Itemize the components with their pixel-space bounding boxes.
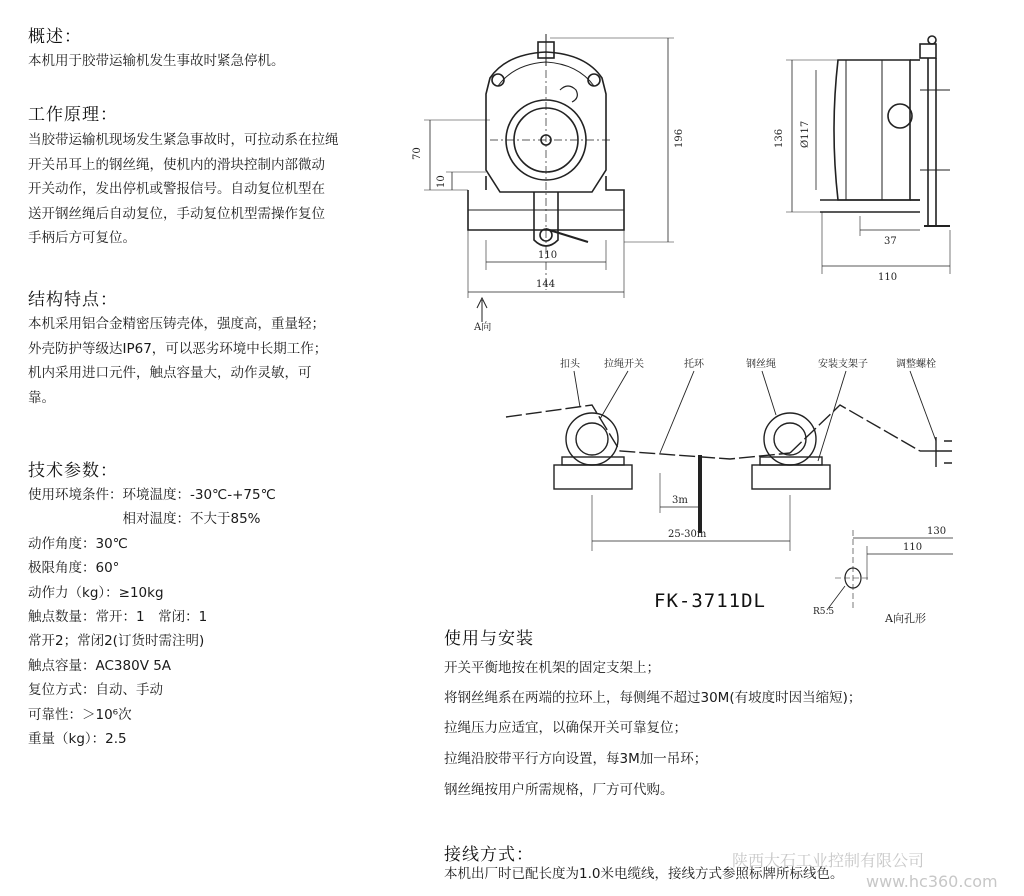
hole-view-label: A向孔形 (885, 612, 926, 625)
usage-line: 将钢丝绳系在两端的拉环上，每侧绳不超过30M(有坡度时因当缩短)； (444, 690, 862, 706)
specs-title: 技术参数： (28, 461, 118, 481)
dim-110-side: 110 (878, 272, 898, 283)
dim-10: 10 (436, 175, 447, 188)
spec-line: 复位方式：自动、手动 (28, 682, 163, 699)
overview-text: 本机用于胶带运输机发生事故时紧急停机。 (28, 53, 285, 69)
dim-196: 196 (674, 128, 685, 148)
structure-line: 外壳防护等级达IP67，可以恶劣环境中长期工作； (28, 340, 328, 357)
spec-line: 动作力（kg）：≥10kg (28, 584, 164, 601)
principle-line: 送开钢丝绳后自动复位，手动复位机型需操作复位 (28, 205, 325, 222)
callout-adjust-bolt: 调整螺栓 (896, 359, 936, 370)
spec-line: 常开2；常闭2(订货时需注明) (28, 633, 205, 650)
hole-radius: R5.5 (813, 607, 835, 617)
principle-line: 当胶带运输机现场发生紧急事故时，可拉动系在拉绳 (28, 132, 339, 148)
usage-line: 拉绳压力应适宜，以确保开关可靠复位； (444, 720, 687, 736)
spec-line: 使用环境条件：环境温度：-30℃-+75℃ (28, 487, 276, 503)
principle-line: 开关动作，发出停机或警报信号。自动复位机型在 (28, 181, 325, 197)
structure-title: 结构特点： (28, 290, 118, 310)
watermark-url: www.hc360.com (866, 872, 998, 891)
structure-line: 机内采用进口元件，触点容量大，动作灵敏，可 (28, 365, 312, 381)
dim-136: 136 (774, 128, 785, 148)
usage-line: 钢丝绳按用户所需规格，厂方可代购。 (444, 782, 674, 798)
spec-line: 可靠性：＞10⁶次 (28, 706, 132, 723)
wiring-text: 本机出厂时已配长度为1.0米电缆线，接线方式参照标牌所标线色。 (444, 866, 844, 882)
side-view-drawing (760, 30, 990, 300)
usage-list (444, 656, 1014, 796)
usage-line: 开关平衡地按在机架的固定支架上； (444, 660, 660, 676)
principle-title: 工作原理： (28, 105, 118, 125)
view-a-label: A向 (474, 322, 492, 333)
callout-support-ring: 托环 (684, 359, 704, 370)
hole-detail-drawing (805, 520, 985, 630)
usage-line: 拉绳沿胶带平行方向设置，每3M加一吊环； (444, 751, 708, 767)
hole-dim-130: 130 (927, 526, 947, 537)
structure-body (28, 312, 327, 410)
callout-wire-rope: 钢丝绳 (746, 359, 776, 370)
front-view-drawing (410, 30, 710, 340)
dim-25-30m: 25-30m (668, 529, 707, 540)
specs-list (28, 483, 276, 751)
spec-line: 触点数量：常开：1 常闭：1 (28, 609, 208, 626)
dim-3m: 3m (672, 495, 688, 506)
dim-70: 70 (412, 147, 423, 160)
hole-dim-110: 110 (903, 542, 923, 553)
wiring-title: 接线方式： (444, 845, 534, 865)
dim-110-front: 110 (538, 250, 558, 261)
spec-line: 极限角度：60° (28, 560, 120, 577)
dim-144: 144 (536, 279, 556, 290)
model-number: FK-3711DL (654, 590, 766, 612)
spec-line: 触点容量：AC380V 5A (28, 657, 172, 674)
callout-pull-switch: 拉绳开关 (604, 359, 644, 370)
structure-line: 本机采用铝合金精密压铸壳体，强度高，重量轻； (28, 316, 325, 332)
callout-bracket: 安装支架子 (818, 359, 868, 370)
dim-37: 37 (884, 236, 897, 247)
dim-117: Ø117 (800, 120, 811, 148)
spec-line: 相对温度：不大于85% (28, 511, 261, 528)
usage-title: 使用与安装 (444, 629, 534, 649)
overview-title: 概述： (28, 27, 82, 47)
spec-line: 重量（kg）：2.5 (28, 731, 127, 748)
structure-line: 靠。 (28, 389, 55, 406)
principle-line: 开关吊耳上的钢丝绳，使机内的滑块控制内部微动 (28, 156, 325, 173)
principle-body (28, 128, 339, 251)
principle-line: 手柄后方可复位。 (28, 230, 136, 246)
watermark-company: 陕西大石工业控制有限公司 (732, 851, 925, 870)
spec-line: 动作角度：30℃ (28, 535, 128, 552)
callout-buckle: 扣头 (560, 359, 580, 370)
